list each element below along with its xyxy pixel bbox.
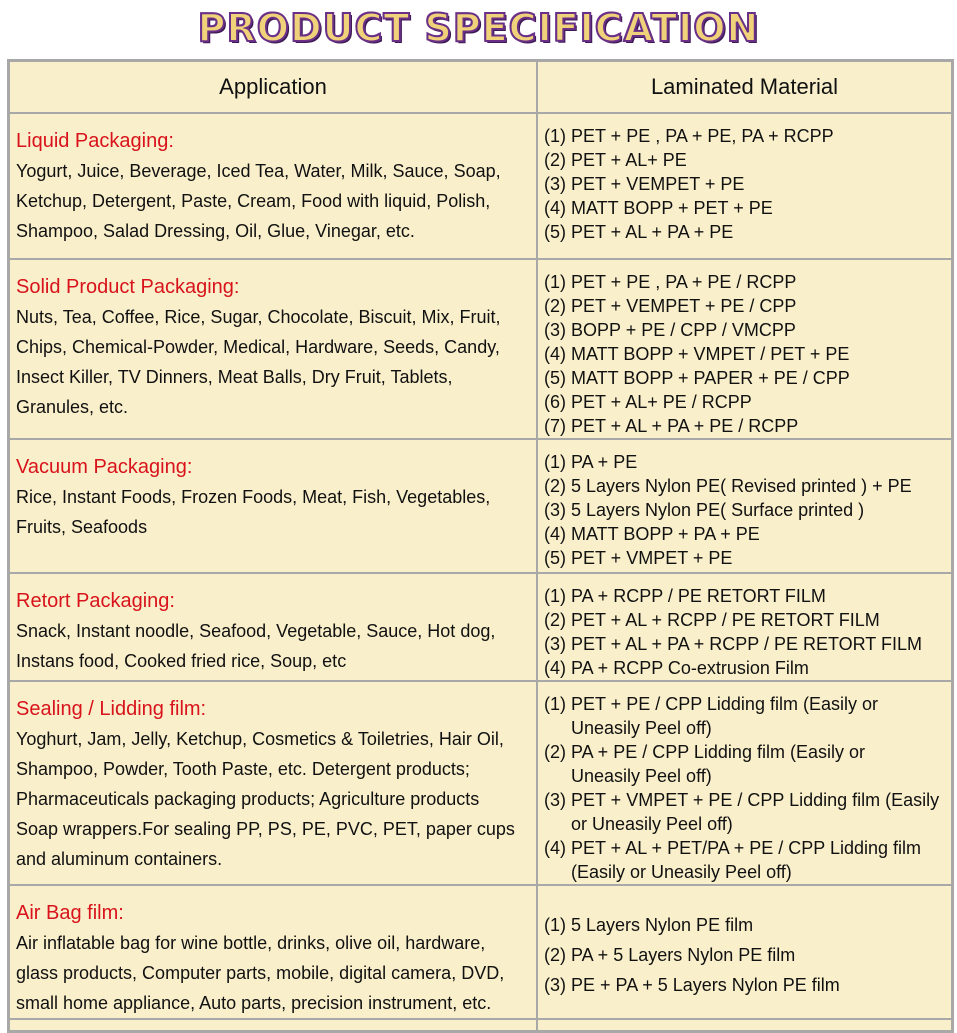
application-cell bbox=[9, 681, 537, 885]
material-item: (4) MATT BOPP + PA + PE bbox=[544, 524, 760, 544]
application-cell bbox=[9, 439, 537, 573]
material-item: (1) PET + PE / CPP Lidding film (Easily or Uneasily Peel off) bbox=[544, 694, 878, 738]
category-label: Vacuum Packaging: bbox=[16, 456, 193, 478]
material-item: (3) PET + VEMPET + PE bbox=[544, 174, 745, 194]
category-description: Yogurt, Juice, Beverage, Iced Tea, Water, Milk, Sauce, Soap, Ketchup, Detergent, Paste, Cream, Food with liquid, Polish, Shampoo, Salad Dressing, Oil, Glue, Vinegar, etc. bbox=[16, 161, 501, 241]
material-item: (4) PA + RCPP Co-extrusion Film bbox=[544, 658, 809, 678]
application-cell bbox=[9, 113, 537, 259]
material-item: (1) 5 Layers Nylon PE film bbox=[544, 915, 754, 935]
category-description: Snack, Instant noodle, Seafood, Vegetable, Sauce, Hot dog, Instans food, Cooked fried rice, Soup, etc bbox=[16, 621, 496, 671]
category-label: Liquid Packaging: bbox=[16, 130, 174, 152]
material-item: (3) PET + VMPET + PE / CPP Lidding film (Easily or Uneasily Peel off) bbox=[544, 790, 940, 834]
table-row-empty bbox=[9, 1019, 952, 1031]
material-item: (2) PET + AL+ PE bbox=[544, 150, 687, 170]
material-item: (1) PA + PE bbox=[544, 452, 638, 472]
table-header-row bbox=[9, 61, 952, 113]
empty-cell bbox=[9, 1019, 537, 1031]
material-item: (7) PET + AL + PA + PE / RCPP bbox=[544, 416, 799, 436]
category-label: Retort Packaging: bbox=[16, 590, 175, 612]
material-item: (3) PE + PA + 5 Layers Nylon PE film bbox=[544, 975, 840, 995]
material-item: (2) PET + AL + RCPP / PE RETORT FILM bbox=[544, 610, 880, 630]
table-row-vacuum bbox=[9, 439, 952, 573]
application-header: Application bbox=[9, 61, 537, 113]
category-label: Solid Product Packaging: bbox=[16, 276, 240, 298]
material-item: (4) MATT BOPP + PET + PE bbox=[544, 198, 773, 218]
material-cell bbox=[537, 259, 952, 439]
category-label: Sealing / Lidding film: bbox=[16, 698, 207, 720]
material-item: (1) PET + PE , PA + PE, PA + RCPP bbox=[544, 126, 834, 146]
material-item: (5) PET + AL + PA + PE bbox=[544, 222, 734, 242]
material-cell bbox=[537, 681, 952, 885]
material-item: (4) MATT BOPP + VMPET / PET + PE bbox=[544, 344, 850, 364]
material-header: Laminated Material bbox=[537, 61, 952, 113]
material-item: (3) BOPP + PE / CPP / VMCPP bbox=[544, 320, 796, 340]
material-item: (1) PET + PE , PA + PE / RCPP bbox=[544, 272, 797, 292]
empty-cell bbox=[537, 1019, 952, 1031]
category-description: Rice, Instant Foods, Frozen Foods, Meat, Fish, Vegetables, Fruits, Seafoods bbox=[16, 487, 491, 537]
material-cell bbox=[537, 885, 952, 1019]
category-description: Yoghurt, Jam, Jelly, Ketchup, Cosmetics & Toiletries, Hair Oil, Shampoo, Powder, Tooth Paste, etc. Detergent products; Pharmaceuticals packaging products; Agriculture products Soap wrappers.For sealing PP, PS, PE, PVC, PET, paper cups and aluminum containers. bbox=[16, 729, 515, 869]
table-row-sealing bbox=[9, 681, 952, 885]
application-cell bbox=[9, 573, 537, 681]
material-cell bbox=[537, 439, 952, 573]
application-cell bbox=[9, 885, 537, 1019]
material-item: (4) PET + AL + PET/PA + PE / CPP Lidding film (Easily or Uneasily Peel off) bbox=[544, 838, 922, 882]
material-item: (5) PET + VMPET + PE bbox=[544, 548, 733, 568]
material-item: (2) 5 Layers Nylon PE( Revised printed ) + PE bbox=[544, 476, 912, 496]
table-row-solid bbox=[9, 259, 952, 439]
application-cell bbox=[9, 259, 537, 439]
table-row-airbag bbox=[9, 885, 952, 1019]
table-row-liquid bbox=[9, 113, 952, 259]
category-label: Air Bag film: bbox=[16, 902, 124, 924]
specification-table bbox=[7, 59, 954, 1033]
material-item: (5) MATT BOPP + PAPER + PE / CPP bbox=[544, 368, 850, 388]
material-cell bbox=[537, 113, 952, 259]
material-item: (2) PA + PE / CPP Lidding film (Easily or Uneasily Peel off) bbox=[544, 742, 865, 786]
material-item: (3) 5 Layers Nylon PE( Surface printed ) bbox=[544, 500, 865, 520]
table-row-retort bbox=[9, 573, 952, 681]
category-description: Air inflatable bag for wine bottle, drinks, olive oil, hardware, glass products, Computer parts, mobile, digital camera, DVD, small home appliance, Auto parts, precision instrument, etc. bbox=[16, 933, 505, 1013]
material-item: (6) PET + AL+ PE / RCPP bbox=[544, 392, 752, 412]
page-title: PRODUCT SPECIFICATION bbox=[197, 6, 760, 50]
material-item: (3) PET + AL + PA + RCPP / PE RETORT FILM bbox=[544, 634, 922, 654]
category-description: Nuts, Tea, Coffee, Rice, Sugar, Chocolate, Biscuit, Mix, Fruit, Chips, Chemical-Powder, Medical, Hardware, Seeds, Candy, Insect Killer, TV Dinners, Meat Balls, Dry Fruit, Tablets, Granules, etc. bbox=[16, 307, 501, 417]
material-cell bbox=[537, 573, 952, 681]
material-item: (1) PA + RCPP / PE RETORT FILM bbox=[544, 586, 826, 606]
material-item: (2) PA + 5 Layers Nylon PE film bbox=[544, 945, 796, 965]
material-item: (2) PET + VEMPET + PE / CPP bbox=[544, 296, 797, 316]
